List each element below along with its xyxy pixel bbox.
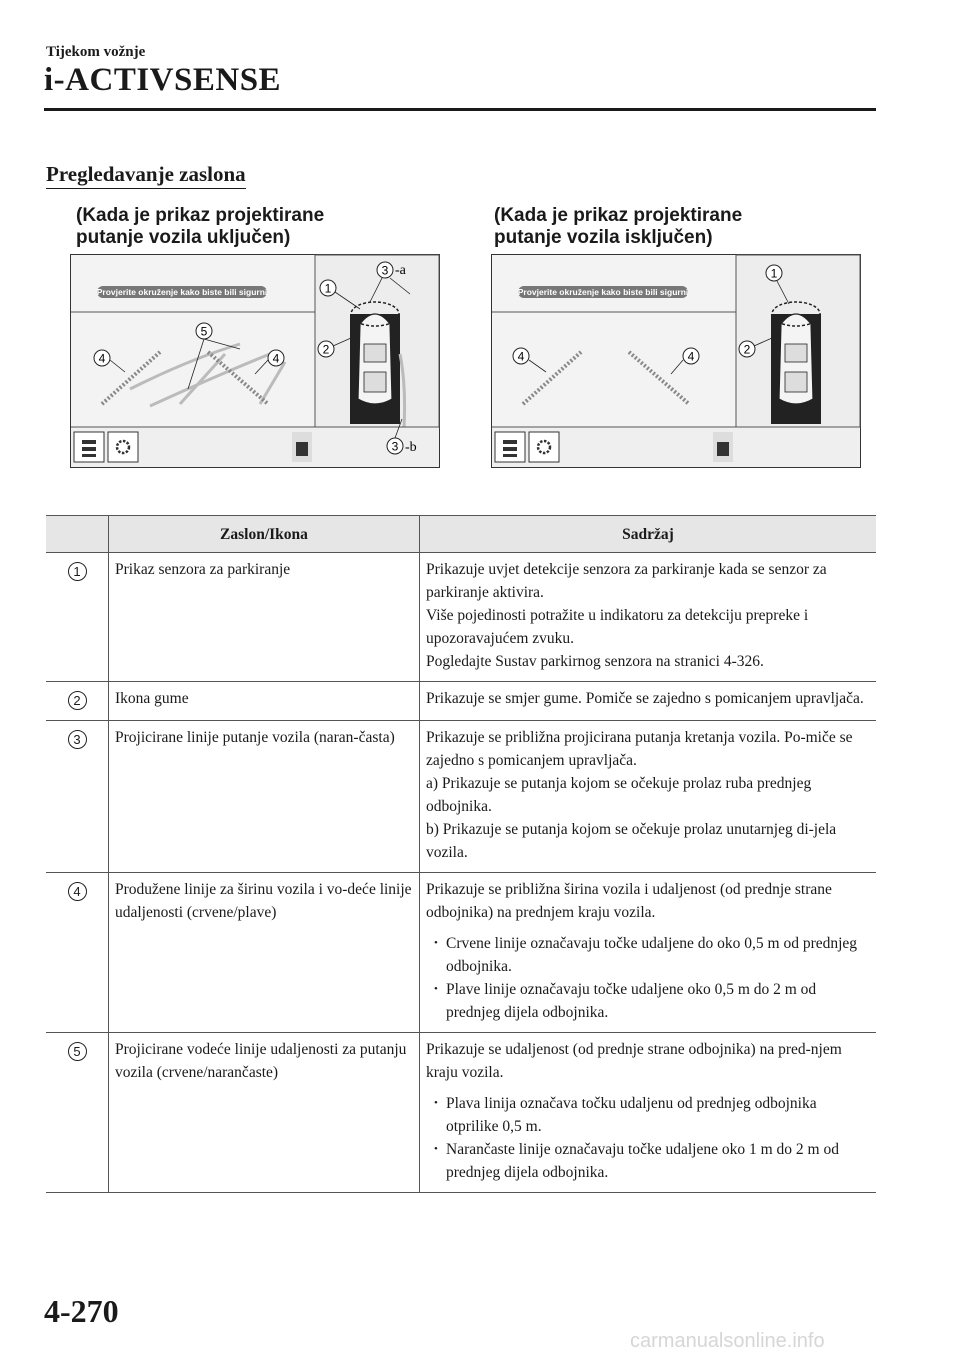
svg-text:2: 2	[743, 342, 751, 357]
header-screen-icon: Zaslon/Ikona	[109, 516, 420, 553]
left-figure-caption	[76, 205, 376, 249]
left-screen-svg	[70, 254, 440, 468]
table-row	[46, 682, 876, 721]
left-caption-line-2: putanje vozila uključen)	[76, 227, 291, 248]
row-description	[420, 682, 877, 721]
desc-paragraph: Prikazuje se približna projicirana putanja kretanja vozila. Po-miče se zajedno s pomicanjem upravljača.	[426, 729, 853, 769]
desc-bullet-list	[426, 1092, 870, 1184]
row-name: Ikona gume	[109, 682, 420, 721]
row-description	[420, 873, 877, 1033]
svg-text:2: 2	[322, 342, 330, 357]
desc-paragraph: Prikazuje se udaljenost (od prednje strane odbojnika) na pred-njem kraju vozila.	[426, 1041, 842, 1081]
warning-banner-text: Provjerite okruženje kako biste bili sigurni	[96, 287, 268, 297]
section-label: Tijekom vožnje	[46, 44, 146, 60]
right-screen-svg	[491, 254, 861, 468]
svg-text:4: 4	[272, 351, 280, 366]
header-num	[46, 516, 109, 553]
row-name: Prikaz senzora za parkiranje	[109, 553, 420, 682]
settings-gear-icon[interactable]	[529, 432, 559, 462]
desc-paragraph: b) Prikazuje se putanja kojom se očekuje prolaz unutarnjeg di-jela vozila.	[426, 821, 837, 861]
desc-paragraph: Prikazuje uvjet detekcije senzora za parkiranje kada se senzor za parkiranje aktivira.	[426, 561, 827, 601]
svg-text:4: 4	[687, 349, 695, 364]
desc-paragraph: Prikazuje se smjer gume. Pomiče se zajedno s pomicanjem upravljača.	[426, 690, 864, 707]
row-number-badge: 2	[68, 691, 87, 710]
desc-paragraph: a) Prikazuje se putanja kojom se očekuje prolaz ruba prednjeg odbojnika.	[426, 775, 812, 815]
table-row	[46, 873, 876, 1033]
svg-text:1: 1	[324, 281, 332, 296]
right-figure-caption	[494, 205, 794, 249]
table-row	[46, 1033, 876, 1193]
svg-text:3: 3	[391, 439, 399, 454]
desc-bullet: • Crvene linije označavaju točke udaljene do oko 0,5 m od prednjeg odbojnika.	[426, 932, 870, 978]
svg-text:4: 4	[517, 349, 525, 364]
header-rule	[44, 108, 876, 111]
svg-text:-b: -b	[405, 440, 417, 455]
row-number-badge: 4	[68, 882, 87, 901]
desc-paragraph: Prikazuje se približna širina vozila i udaljenost (od prednje strane odbojnika) na prednjem kraju vozila.	[426, 881, 832, 921]
right-screen-figure	[491, 254, 861, 468]
desc-bullet: • Narančaste linije označavaju točke udaljene oko 1 m do 2 m od prednjeg dijela odbojnika.	[426, 1138, 870, 1184]
left-screen-figure	[70, 254, 440, 468]
table-row	[46, 553, 876, 682]
settings-gear-icon[interactable]	[108, 432, 138, 462]
table-row	[46, 721, 876, 873]
row-description	[420, 721, 877, 873]
row-number-badge: 1	[68, 562, 87, 581]
row-name: Produžene linije za širinu vozila i vo-deće linije udaljenosti (crvene/plave)	[109, 873, 420, 1033]
desc-paragraph: Pogledajte Sustav parkirnog senzora na stranici 4-326.	[426, 653, 764, 670]
table-header-row	[46, 516, 876, 553]
header-content: Sadržaj	[420, 516, 877, 553]
page-number: 4-270	[44, 1293, 119, 1329]
left-caption-line-1: (Kada je prikaz projektirane	[76, 205, 325, 226]
explanation-table	[46, 515, 876, 1193]
desc-paragraph: Više pojedinosti potražite u indikatoru za detekciju prepreke i upozoravajućem zvuku.	[426, 607, 809, 647]
row-number-badge: 5	[68, 1042, 87, 1061]
warning-banner-text: Provjerite okruženje kako biste bili sigurni	[517, 287, 689, 297]
chapter-title: i-ACTIVSENSE	[44, 62, 282, 98]
desc-bullet-list	[426, 932, 870, 1024]
desc-bullet: • Plava linija označava točku udaljenu od prednjeg odbojnika otprilike 0,5 m.	[426, 1092, 870, 1138]
watermark: carmanualsonline.info	[630, 1330, 825, 1352]
desc-bullet: • Plave linije označavaju točke udaljene oko 0,5 m do 2 m od prednjeg dijela odbojnika.	[426, 978, 870, 1024]
svg-text:5: 5	[200, 324, 208, 339]
svg-text:1: 1	[770, 266, 778, 281]
svg-text:-a: -a	[395, 263, 406, 278]
right-caption-line-1: (Kada je prikaz projektirane	[494, 205, 743, 226]
subheading: Pregledavanje zaslona	[46, 162, 246, 189]
row-number-badge: 3	[68, 730, 87, 749]
svg-text:3: 3	[381, 263, 389, 278]
row-description	[420, 553, 877, 682]
row-name: Projicirane linije putanje vozila (naran-časta)	[109, 721, 420, 873]
svg-text:4: 4	[98, 351, 106, 366]
row-description	[420, 1033, 877, 1193]
right-caption-line-2: putanje vozila isključen)	[494, 227, 713, 248]
row-name: Projicirane vodeće linije udaljenosti za putanju vozila (crvene/narančaste)	[109, 1033, 420, 1193]
